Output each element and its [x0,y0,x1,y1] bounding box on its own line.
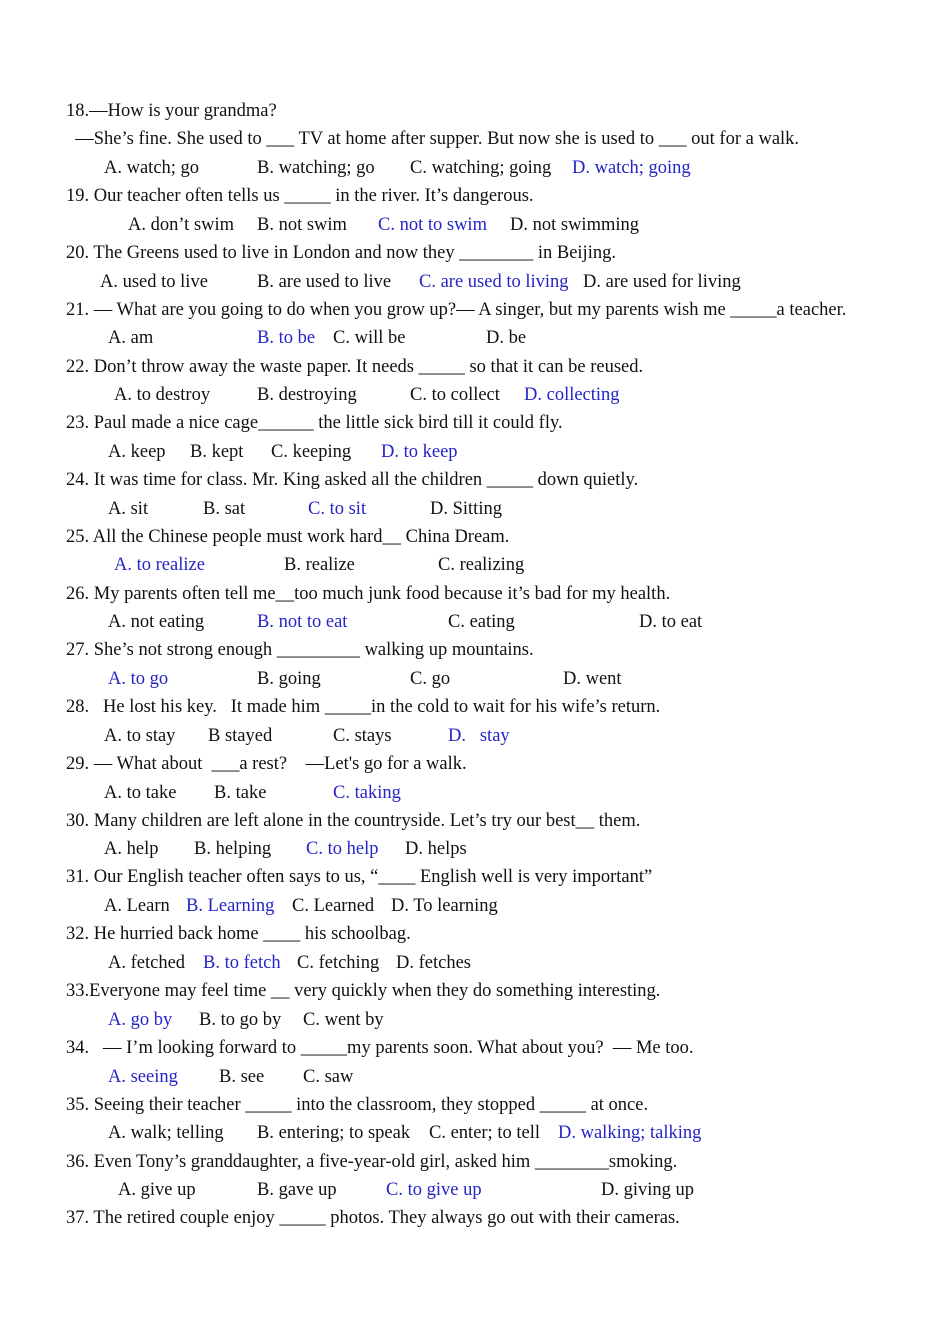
question-24-option-b: B. sat [203,499,246,519]
question-30-option-a: A. help [104,839,159,859]
question-25-option-c: C. realizing [438,555,525,575]
question-18-option-c: C. watching; going [410,158,552,178]
question-34-option-c: C. saw [303,1067,354,1087]
question-34-option-b: B. see [219,1067,265,1087]
question-25-option-a-answer: A. to realize [114,555,205,575]
question-31-stem: 31. Our English teacher often says to us, “____ English well is very important” [66,867,653,887]
question-27-option-d: D. went [563,669,622,689]
question-22-stem: 22. Don’t throw away the waste paper. It needs _____ so that it can be reused. [66,357,644,377]
question-25-option-b: B. realize [284,555,355,575]
question-26-option-c: C. eating [448,612,515,632]
question-26-option-a: A. not eating [108,612,205,632]
question-24-option-c-answer: C. to sit [308,499,367,519]
question-22-option-a: A. to destroy [114,385,211,405]
question-18-stem: 18.—How is your grandma? [66,101,277,121]
question-30-option-c-answer: C. to help [306,839,379,859]
question-20-option-a: A. used to live [100,272,208,292]
question-32-stem: 32. He hurried back home ____ his schoolbag. [66,924,411,944]
question-22-option-b: B. destroying [257,385,357,405]
question-24-option-a: A. sit [108,499,149,519]
question-36-option-b: B. gave up [257,1180,337,1200]
question-21-option-a: A. am [108,328,154,348]
question-27-stem: 27. She’s not strong enough _________ walking up mountains. [66,640,534,660]
question-33-option-c: C. went by [303,1010,384,1030]
question-21-option-c: C. will be [333,328,406,348]
question-19-option-c-answer: C. not to swim [378,215,487,235]
question-29-option-a: A. to take [104,783,177,803]
question-29-option-c-answer: C. taking [333,783,401,803]
question-25-stem: 25. All the Chinese people must work hard__ China Dream. [66,527,510,547]
question-20-option-b: B. are used to live [257,272,392,292]
question-26-stem: 26. My parents often tell me__too much junk food because it’s bad for my health. [66,584,671,604]
question-28-option-d-answer: D. stay [448,726,510,746]
question-20-option-c-answer: C. are used to living [419,272,569,292]
question-19-option-d: D. not swimming [510,215,639,235]
question-18-option-d-answer: D. watch; going [572,158,691,178]
question-32-option-c: C. fetching [297,953,380,973]
question-35-option-b: B. entering; to speak [257,1123,411,1143]
question-37-stem: 37. The retired couple enjoy _____ photos. They always go out with their cameras. [66,1208,680,1228]
question-26-option-d: D. to eat [639,612,703,632]
question-31-option-d: D. To learning [391,896,498,916]
question-23-option-d-answer: D. to keep [381,442,458,462]
question-20-stem: 20. The Greens used to live in London and now they ________ in Beijing. [66,243,616,263]
question-18-option-a: A. watch; go [104,158,200,178]
question-33-option-a-answer: A. go by [108,1010,173,1030]
question-31-option-c: C. Learned [292,896,375,916]
question-23-stem: 23. Paul made a nice cage______ the little sick bird till it could fly. [66,413,563,433]
question-20-option-d: D. are used for living [583,272,741,292]
question-18-stem: —She’s fine. She used to ___ TV at home after supper. But now she is used to ___ out for a walk. [66,129,800,149]
question-33-stem: 33.Everyone may feel time __ very quickly when they do something interesting. [66,981,661,1001]
question-35-option-c: C. enter; to tell [429,1123,540,1143]
question-19-option-b: B. not swim [257,215,347,235]
question-36-stem: 36. Even Tony’s granddaughter, a five-year-old girl, asked him ________smoking. [66,1152,678,1172]
question-31-option-a: A. Learn [104,896,170,916]
question-28-option-a: A. to stay [104,726,176,746]
question-34-stem: 34. — I’m looking forward to _____my parents soon. What about you? — Me too. [66,1038,694,1058]
question-19-option-a: A. don’t swim [128,215,235,235]
question-24-stem: 24. It was time for class. Mr. King asked all the children _____ down quietly. [66,470,639,490]
question-27-option-c: C. go [410,669,451,689]
question-29-option-b: B. take [214,783,267,803]
question-28-stem: 28. He lost his key. It made him _____in the cold to wait for his wife’s return. [66,697,661,717]
question-35-option-a: A. walk; telling [108,1123,224,1143]
question-29-stem: 29. — What about ___a rest? —Let's go for a walk. [66,754,467,774]
question-32-option-d: D. fetches [396,953,471,973]
question-30-stem: 30. Many children are left alone in the countryside. Let’s try our best__ them. [66,811,641,831]
question-24-option-d: D. Sitting [430,499,502,519]
question-21-option-b-answer: B. to be [257,328,316,348]
question-23-option-a: A. keep [108,442,166,462]
question-21-stem: 21. — What are you going to do when you grow up?— A singer, but my parents wish me _____a teacher. [66,300,847,320]
question-28-option-c: C. stays [333,726,392,746]
question-30-option-d: D. helps [405,839,467,859]
question-35-option-d-answer: D. walking; talking [558,1123,702,1143]
question-35-stem: 35. Seeing their teacher _____ into the classroom, they stopped _____ at once. [66,1095,649,1115]
question-19-stem: 19. Our teacher often tells us _____ in the river. It’s dangerous. [66,186,534,206]
question-32-option-a: A. fetched [108,953,186,973]
question-36-option-c-answer: C. to give up [386,1180,482,1200]
question-34-option-a-answer: A. seeing [108,1067,178,1087]
question-36-option-d: D. giving up [601,1180,695,1200]
question-22-option-c: C. to collect [410,385,500,405]
question-18-option-b: B. watching; go [257,158,375,178]
question-27-option-b: B. going [257,669,321,689]
question-30-option-b: B. helping [194,839,272,859]
question-33-option-b: B. to go by [199,1010,282,1030]
question-23-option-b: B. kept [190,442,244,462]
question-23-option-c: C. keeping [271,442,352,462]
question-31-option-b-answer: B. Learning [186,896,275,916]
question-22-option-d-answer: D. collecting [524,385,620,405]
question-28-option-b: B stayed [208,726,273,746]
question-21-option-d: D. be [486,328,527,348]
question-27-option-a-answer: A. to go [108,669,169,689]
question-26-option-b-answer: B. not to eat [257,612,348,632]
question-32-option-b-answer: B. to fetch [203,953,281,973]
question-36-option-a: A. give up [118,1180,196,1200]
